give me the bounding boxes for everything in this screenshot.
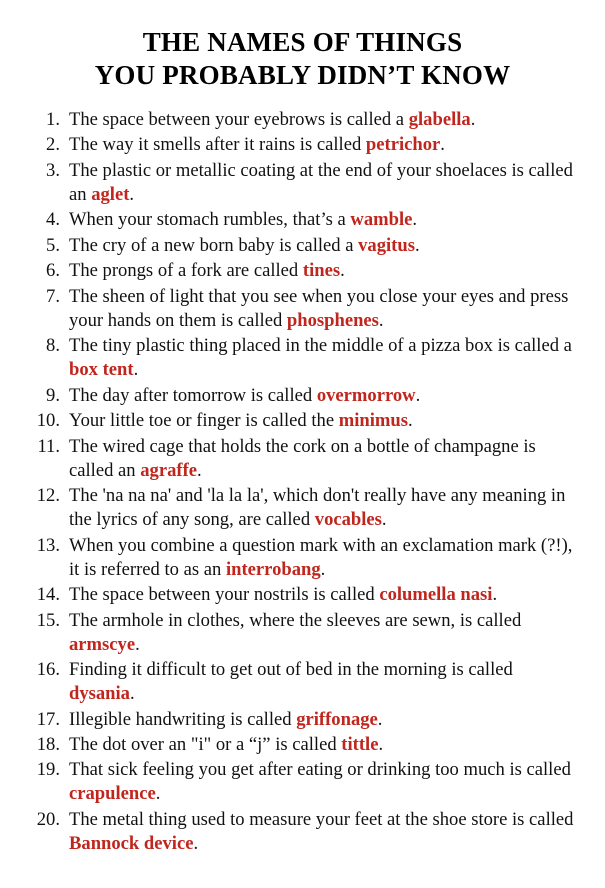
list-item-text-before: The cry of a new born baby is called a (69, 234, 359, 256)
list-item-text-after: . (415, 384, 421, 406)
list-item-number: 4. (46, 209, 60, 231)
list-item-text (69, 484, 575, 532)
list-item-text-after: . (129, 183, 135, 205)
list-item-number: 15. (36, 609, 60, 631)
list-item-number: 18. (36, 733, 60, 755)
list-item (30, 583, 575, 607)
list-item-text (69, 658, 575, 706)
list-item-number: 10. (36, 410, 60, 432)
list-item (30, 609, 575, 657)
list-item (30, 733, 575, 757)
list-item-text-before: The dot over an "i" or a “j” is called (69, 733, 342, 755)
list-item-text (69, 758, 575, 806)
highlighted-term: vagitus (358, 234, 415, 256)
list-item-text (69, 384, 575, 408)
highlighted-term: columella nasi (379, 584, 493, 606)
list-item-number: 1. (46, 108, 60, 130)
list-item-number: 2. (46, 134, 60, 156)
list-item-number: 13. (36, 534, 60, 556)
list-item-text (69, 435, 575, 483)
list-item (30, 159, 575, 207)
list-item (30, 484, 575, 532)
list-item-number: 8. (46, 335, 60, 357)
highlighted-term: agraffe (140, 459, 198, 481)
list-item (30, 208, 575, 232)
list-item-text-after: . (135, 633, 140, 655)
page-title (22, 26, 583, 92)
list-item (30, 234, 575, 258)
list-item (30, 259, 575, 283)
highlighted-term: petrichor (365, 134, 441, 156)
list-item (30, 658, 575, 706)
list-item-text (69, 534, 575, 582)
list-item-text (69, 208, 575, 232)
highlighted-term: tines (302, 260, 341, 282)
highlighted-term: armscye (69, 633, 136, 655)
list-item-text (69, 609, 575, 657)
list-item-text-before: Illegible handwriting is called (69, 708, 297, 730)
list-item-text (69, 259, 575, 283)
list-item-text-before: The metal thing used to measure your feet at the shoe store is called (69, 808, 574, 830)
list-item-text-after: . (492, 584, 498, 606)
list-item-number: 5. (46, 234, 60, 256)
list-item-text-after: . (440, 134, 445, 156)
list-item (30, 108, 575, 132)
list-item-text (69, 234, 575, 258)
list-item-text-before: The wired cage that holds the cork on a bottle of champagne is called an (69, 435, 536, 481)
list-item-text-before: The armhole in clothes, where the sleeves are sewn, is called (69, 609, 522, 631)
list-item-number: 7. (46, 285, 60, 307)
highlighted-term: crapulence (69, 783, 156, 805)
list-item-text-before: The prongs of a fork are called (69, 260, 303, 282)
facts-list (22, 108, 583, 856)
list-item-number: 3. (46, 159, 60, 181)
list-item-number: 9. (46, 384, 60, 406)
list-item-text (69, 159, 575, 207)
list-item-text-before: The tiny plastic thing placed in the middle of a pizza box is called a (69, 335, 572, 357)
list-item-number: 6. (46, 260, 60, 282)
highlighted-term: overmorrow (316, 384, 416, 406)
list-item-text-after: . (378, 733, 384, 755)
list-item (30, 435, 575, 483)
list-item-text (69, 708, 575, 732)
highlighted-term: aglet (91, 183, 130, 205)
list-item-number: 14. (36, 584, 60, 606)
list-item (30, 808, 575, 856)
list-item (30, 708, 575, 732)
highlighted-term: tittle (341, 733, 379, 755)
list-item-text (69, 334, 575, 382)
page-title-line-2: YOU PROBABLY DIDN’T KNOW (94, 59, 511, 90)
list-item-number: 11. (37, 435, 60, 457)
list-item-text-before: When you combine a question mark with an exclamation mark (?!), it is referred to as an (69, 534, 573, 580)
list-item (30, 285, 575, 333)
list-item-number: 12. (36, 485, 60, 507)
list-item-text (69, 108, 575, 132)
list-item-text-after: . (381, 509, 387, 531)
highlighted-term: wamble (350, 209, 413, 231)
highlighted-term: Bannock device (69, 832, 194, 854)
highlighted-term: vocables (314, 509, 382, 531)
list-item-text-before: That sick feeling you get after eating or drinking too much is called (69, 759, 571, 781)
list-item-text-after: . (407, 410, 413, 432)
list-item-number: 19. (36, 759, 60, 781)
list-item-text-before: The 'na na na' and 'la la la', which don't really have any meaning in the lyrics of any song, are called (69, 485, 566, 531)
highlighted-term: box tent (69, 359, 134, 381)
list-item-text-before: When your stomach rumbles, that’s a (69, 209, 351, 231)
list-item-text-before: The plastic or metallic coating at the end of your shoelaces is called an (69, 159, 573, 205)
list-item-text-after: . (378, 309, 384, 331)
page-title-line-1: THE NAMES OF THINGS (142, 27, 463, 57)
list-item-text (69, 409, 575, 433)
highlighted-term: phosphenes (286, 309, 379, 331)
list-item-number: 17. (36, 708, 60, 730)
list-item-text (69, 733, 575, 757)
list-item-text-after: . (155, 783, 161, 805)
list-item-text-after: . (340, 260, 345, 282)
highlighted-term: interrobang (225, 558, 321, 580)
list-item-text (69, 285, 575, 333)
list-item-text-after: . (133, 359, 139, 381)
list-item-text-before: The way it smells after it rains is called (69, 134, 366, 156)
list-item-text-after: . (377, 708, 383, 730)
list-item (30, 534, 575, 582)
highlighted-term: dysania (69, 683, 130, 705)
list-item-text-after: . (320, 558, 326, 580)
list-item-text-after: . (197, 459, 202, 481)
list-item (30, 409, 575, 433)
list-item-text (69, 583, 575, 607)
list-item-text-before: The space between your eyebrows is called a (69, 108, 409, 130)
list-item-text-before: Finding it difficult to get out of bed in the morning is called (69, 659, 513, 681)
list-item-text-after: . (412, 209, 418, 231)
list-item (30, 133, 575, 157)
list-item-number: 16. (36, 659, 60, 681)
list-item-text (69, 808, 575, 856)
list-item (30, 758, 575, 806)
list-item-text-before: Your little toe or finger is called the (69, 410, 339, 432)
list-item-number: 20. (36, 808, 60, 830)
list-item-text-after: . (129, 683, 135, 705)
list-item-text-before: The space between your nostrils is called (69, 584, 380, 606)
list-item-text-after: . (470, 108, 476, 130)
highlighted-term: glabella (408, 108, 471, 130)
list-item-text-before: The sheen of light that you see when you close your eyes and press your hands on them is called (69, 285, 569, 331)
list-item (30, 334, 575, 382)
list-item-text-after: . (414, 234, 420, 256)
list-item-text-before: The day after tomorrow is called (69, 384, 317, 406)
highlighted-term: griffonage (296, 708, 378, 730)
list-item (30, 384, 575, 408)
list-item-text (69, 133, 575, 157)
highlighted-term: minimus (338, 410, 408, 432)
list-item-text-after: . (193, 832, 199, 854)
